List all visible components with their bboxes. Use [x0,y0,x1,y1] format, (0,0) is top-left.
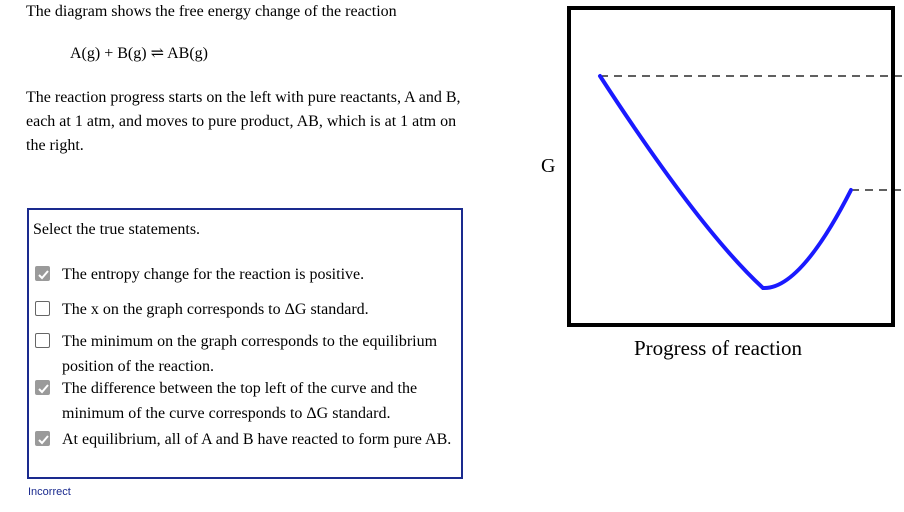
equation-product: AB(g) [167,45,208,62]
intro-line: The diagram shows the free energy change of the reaction [26,3,397,20]
reaction-description: The reaction progress starts on the left with pure reactants, A and B, each at 1 atm, and moves to pure product, AB, which is at 1 atm on the right. [26,89,461,154]
plot-frame [569,8,893,325]
option-text-3: The minimum on the graph corresponds to the equilibrium position of the reaction. [62,333,438,375]
question-prompt: Select the true statements. [33,221,201,238]
equilibrium-arrow: ⇌ [150,45,164,62]
equation-reactants: A(g) + B(g) [70,45,147,62]
option-text-1: The entropy change for the reaction is positive. [62,266,365,283]
free-energy-curve [600,76,851,288]
x-axis-label: Progress of reaction [634,336,802,360]
status-incorrect: Incorrect [28,486,71,498]
option-text-2: The x on the graph corresponds to ΔG standard. [62,301,369,318]
y-axis-label: G [541,155,556,177]
option-text-4: The difference between the top left of the curve and the minimum of the curve corresponds to ΔG standard. [62,380,418,422]
option-text-5: At equilibrium, all of A and B have reacted to form pure AB. [62,431,452,448]
